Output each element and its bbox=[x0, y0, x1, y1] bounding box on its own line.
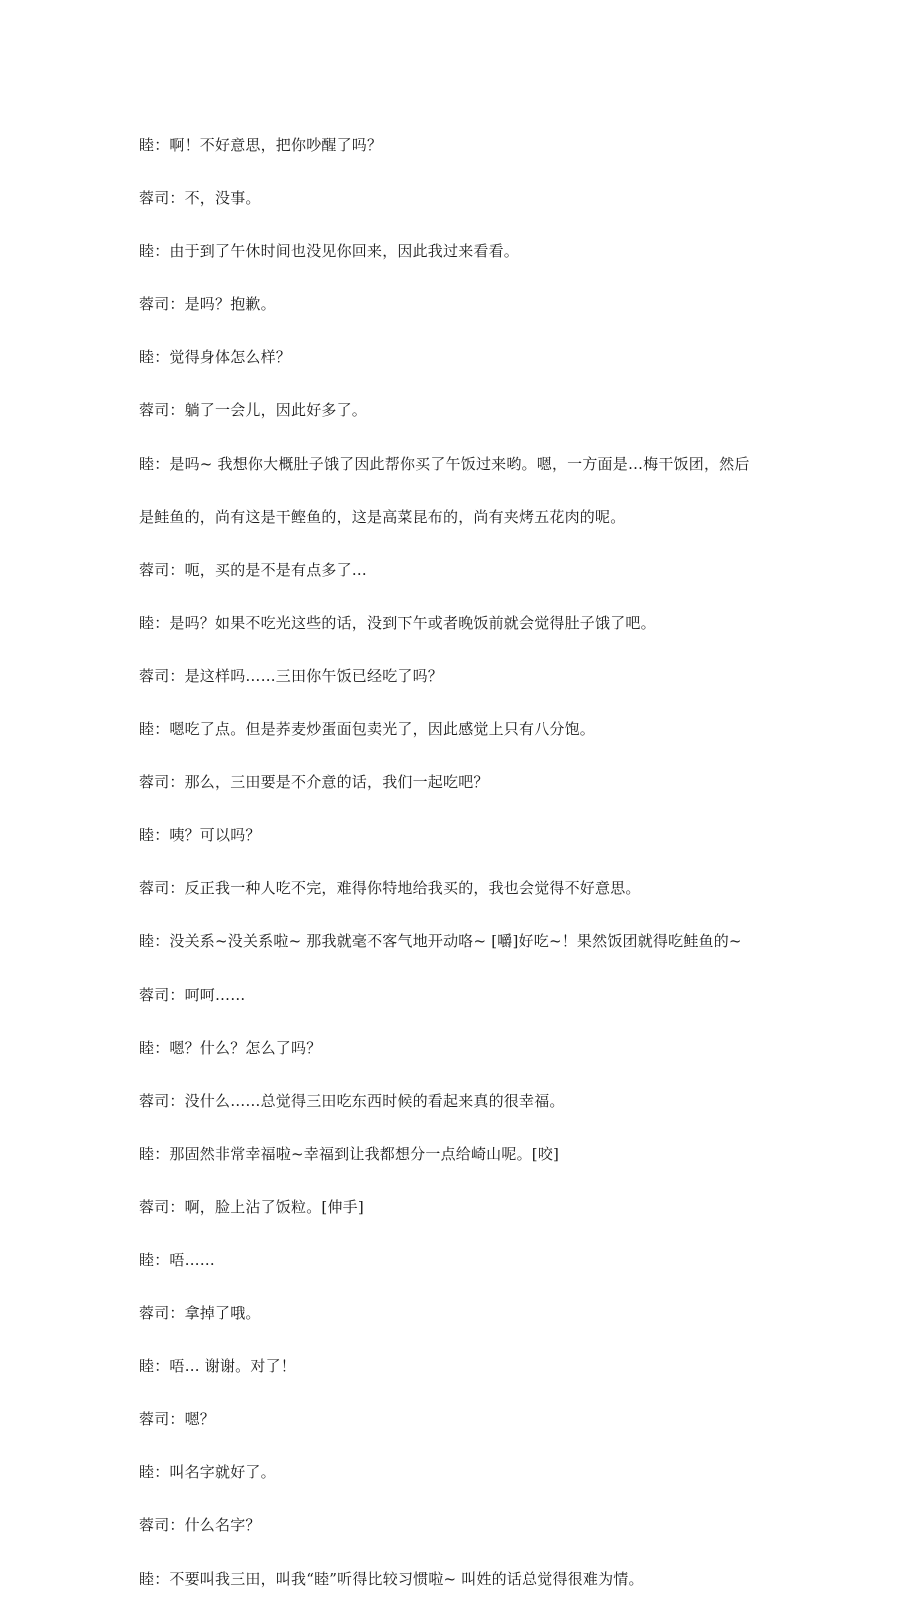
dialogue-line: 蓉司：呃，买的是不是有点多了… bbox=[139, 560, 368, 579]
dialogue-line: 蓉司：拿掉了哦。 bbox=[139, 1304, 261, 1323]
dialogue-line: 睦：觉得身体怎么样？ bbox=[139, 348, 292, 367]
dialogue-text bbox=[139, 118, 839, 1620]
dialogue-line: 睦：是吗~ 我想你大概肚子饿了因此帮你买了午饭过来哟。嗯，一方面是…梅干饭团，然后 bbox=[139, 454, 750, 473]
dialogue-line: 蓉司：呵呵…… bbox=[139, 985, 246, 1004]
dialogue-line: 睦：啊！不好意思，把你吵醒了吗？ bbox=[139, 136, 383, 154]
dialogue-line: 蓉司：什么名字？ bbox=[139, 1516, 261, 1535]
dialogue-line: 睦：唔…… bbox=[139, 1250, 216, 1269]
dialogue-line: 蓉司：是这样吗……三田你午饭已经吃了吗？ bbox=[139, 666, 444, 685]
dialogue-line: 睦：咦？可以吗？ bbox=[139, 826, 261, 845]
dialogue-line: 蓉司：那么，三田要是不介意的话，我们一起吃吧？ bbox=[139, 773, 489, 792]
dialogue-line: 蓉司：没什么……总觉得三田吃东西时候的看起来真的很幸福。 bbox=[139, 1091, 565, 1110]
dialogue-line: 睦：由于到了午休时间也没见你回来，因此我过来看看。 bbox=[139, 242, 520, 261]
dialogue-line: 蓉司：嗯？ bbox=[139, 1410, 216, 1429]
dialogue-line: 蓉司：是吗？抱歉。 bbox=[139, 295, 276, 314]
dialogue-line: 睦：唔… 谢谢。对了！ bbox=[139, 1357, 296, 1376]
dialogue-line: 是鲑鱼的，尚有这是干鲣鱼的，这是高菜昆布的，尚有夹烤五花肉的呢。 bbox=[139, 507, 626, 526]
dialogue-line: 蓉司：不，没事。 bbox=[139, 189, 261, 208]
dialogue-line: 睦：嗯？什么？怎么了吗？ bbox=[139, 1038, 322, 1057]
dialogue-line: 睦：叫名字就好了。 bbox=[139, 1463, 276, 1482]
dialogue-line: 睦：不要叫我三田，叫我“睦”听得比较习惯啦~ 叫姓的话总觉得很难为情。 bbox=[139, 1569, 644, 1588]
dialogue-line: 蓉司：反正我一种人吃不完，难得你特地给我买的，我也会觉得不好意思。 bbox=[139, 879, 641, 898]
dialogue-line: 睦：嗯吃了点。但是荞麦炒蛋面包卖光了，因此感觉上只有八分饱。 bbox=[139, 720, 596, 739]
dialogue-line: 睦：是吗？如果不吃光这些的话，没到下午或者晚饭前就会觉得肚子饿了吧。 bbox=[139, 613, 656, 632]
dialogue-line: 睦：没关系~没关系啦~ 那我就毫不客气地开动咯~ [嚼]好吃~！果然饭团就得吃鲑鱼的~ bbox=[139, 932, 742, 951]
dialogue-line: 蓉司：啊，脸上沾了饭粒。[伸手] bbox=[139, 1197, 364, 1216]
dialogue-line: 睦：那固然非常幸福啦~幸福到让我都想分一点给崎山呢。[咬] bbox=[139, 1144, 560, 1163]
dialogue-line: 蓉司：躺了一会儿，因此好多了。 bbox=[139, 401, 368, 420]
